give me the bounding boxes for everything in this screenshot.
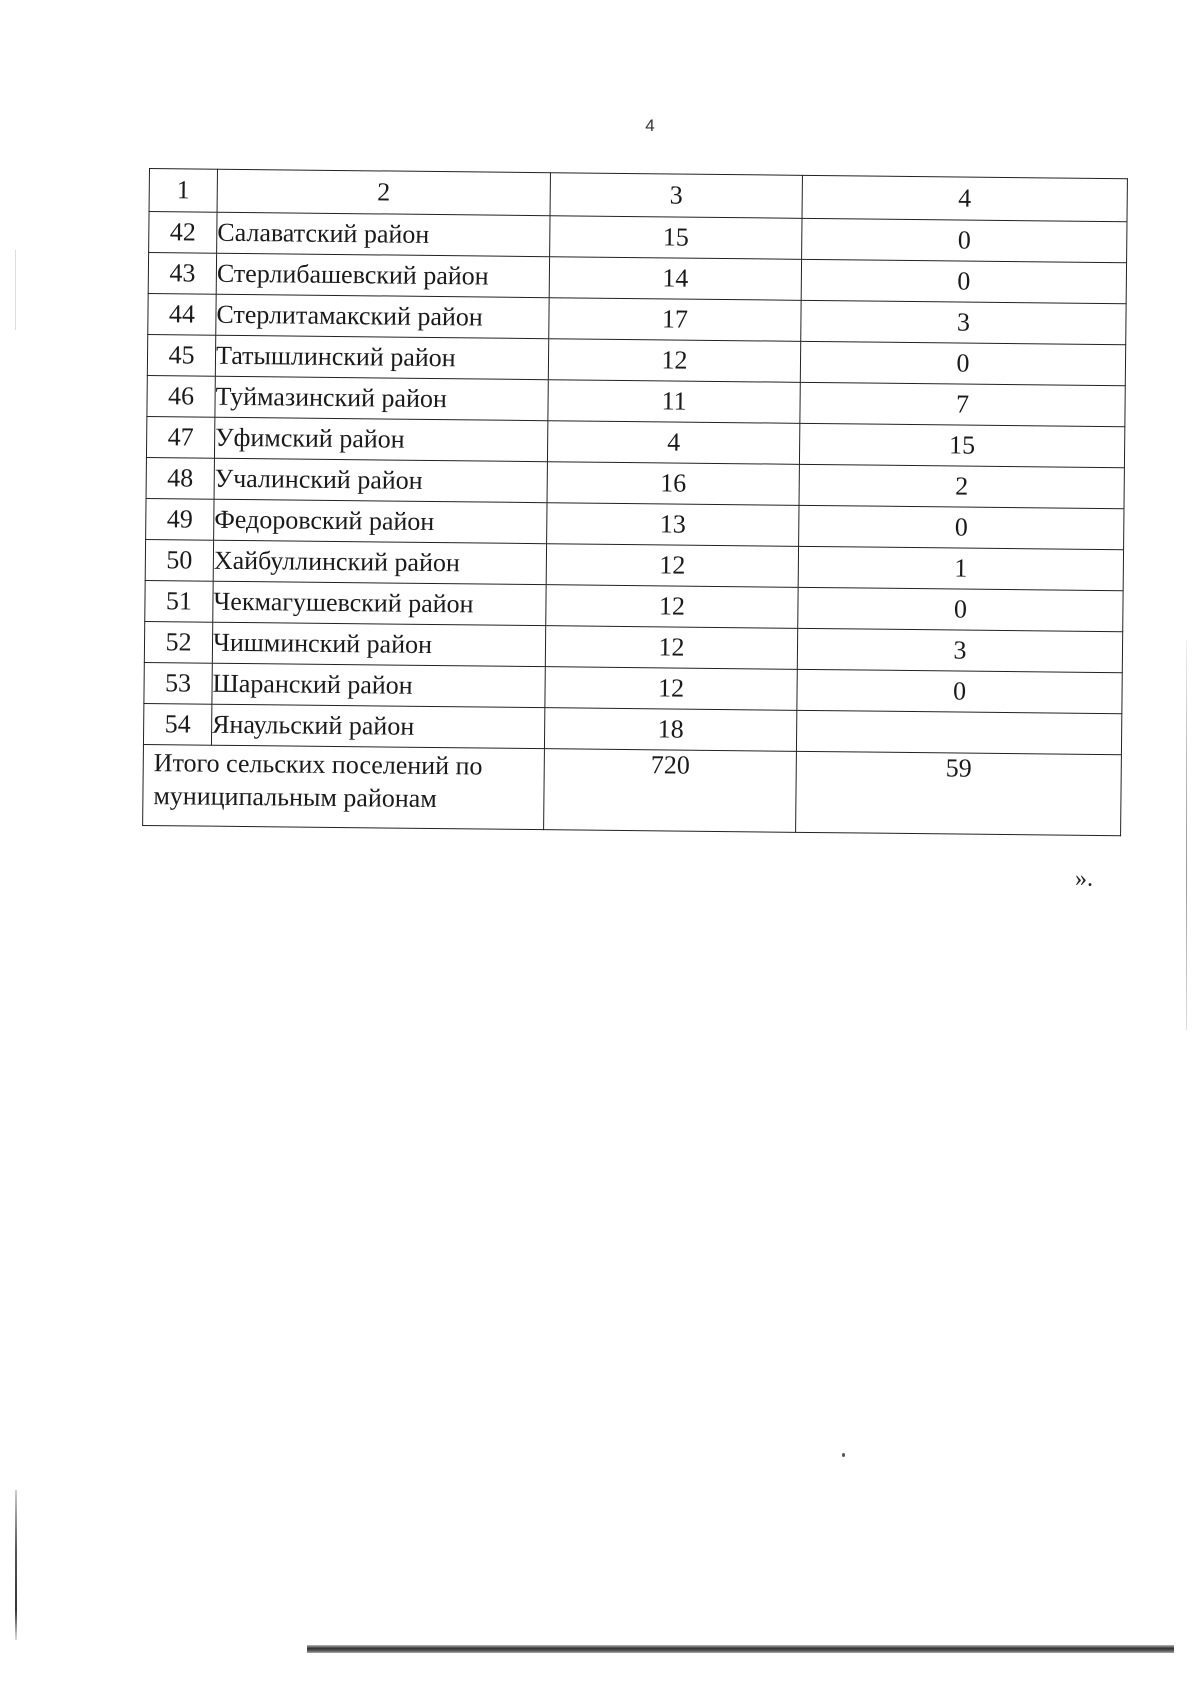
row-number: 53 [144,662,212,704]
col3-value: 15 [550,216,802,260]
row-number: 42 [149,212,217,254]
district-name: Шаранский район [212,663,545,707]
row-number: 47 [146,416,214,458]
district-name: Туймазинский район [215,376,548,420]
scan-artifact-left-top [15,250,16,330]
district-name: Янаульский район [211,704,544,748]
row-number: 48 [146,457,214,499]
col4-value: 0 [802,218,1127,262]
scan-artifact-left [15,1490,17,1640]
total-row [143,744,1122,835]
district-name: Стерлибашевский район [216,253,549,297]
col3-value: 11 [548,380,800,424]
col4-value: 0 [798,587,1123,631]
col3-value: 18 [544,708,796,752]
district-name: Учалинский район [214,458,547,502]
scan-artifact-dot [842,1453,845,1457]
col4-value: 0 [799,505,1124,549]
district-name: Федоровский район [214,499,547,543]
row-number: 46 [147,375,215,417]
district-name: Уфимский район [214,417,547,461]
col4-value: 3 [797,628,1122,672]
row-number: 43 [148,253,216,295]
row-number: 45 [147,334,215,376]
total-label [143,744,545,829]
scan-artifact-right [1186,640,1187,1030]
total-label-line1: Итого сельских поселений по [153,748,483,781]
col3-value: 12 [546,585,798,629]
col3-value: 16 [547,462,799,506]
district-name: Салаватский район [217,212,550,256]
total-label-line2: муниципальным районам [153,780,437,813]
data-table [142,168,1128,836]
col4-value: 1 [798,546,1123,590]
header-cell-4: 4 [802,175,1127,221]
col3-value: 12 [545,667,797,711]
col4-value [796,710,1121,754]
scan-artifact-bottom-line [307,1645,1174,1653]
col4-value: 0 [800,341,1125,385]
table-body [143,169,1128,836]
col3-value: 4 [547,421,799,465]
row-number: 50 [145,539,213,581]
col3-value: 17 [549,298,801,342]
district-name: Татышлинский район [215,335,548,379]
table-container [142,168,1127,836]
row-number: 52 [144,621,212,663]
header-cell-1: 1 [149,169,217,213]
total-col3-value: 720 [544,749,797,833]
col4-value: 15 [799,423,1124,467]
header-cell-3: 3 [550,173,802,219]
col4-value: 2 [799,464,1124,508]
row-number: 54 [143,703,211,745]
total-col4-value: 59 [796,751,1122,835]
col4-value: 7 [800,382,1125,426]
col4-value: 0 [797,669,1122,713]
col4-value: 0 [801,259,1126,303]
row-number: 44 [148,293,216,335]
col3-value: 13 [547,503,799,547]
district-name: Чишминский район [212,622,545,666]
district-name: Чекмагушевский район [213,581,546,625]
col3-value: 14 [549,257,801,301]
closing-quote: ». [1075,866,1093,892]
district-name: Стерлитамакский район [216,294,549,338]
col4-value: 3 [801,300,1126,344]
col3-value: 12 [548,339,800,383]
col3-value: 12 [545,626,797,670]
row-number: 51 [145,580,213,622]
page-number: 4 [645,116,655,135]
row-number: 49 [146,498,214,540]
header-cell-2: 2 [217,169,550,215]
col3-value: 12 [546,544,798,588]
district-name: Хайбуллинский район [213,540,546,584]
